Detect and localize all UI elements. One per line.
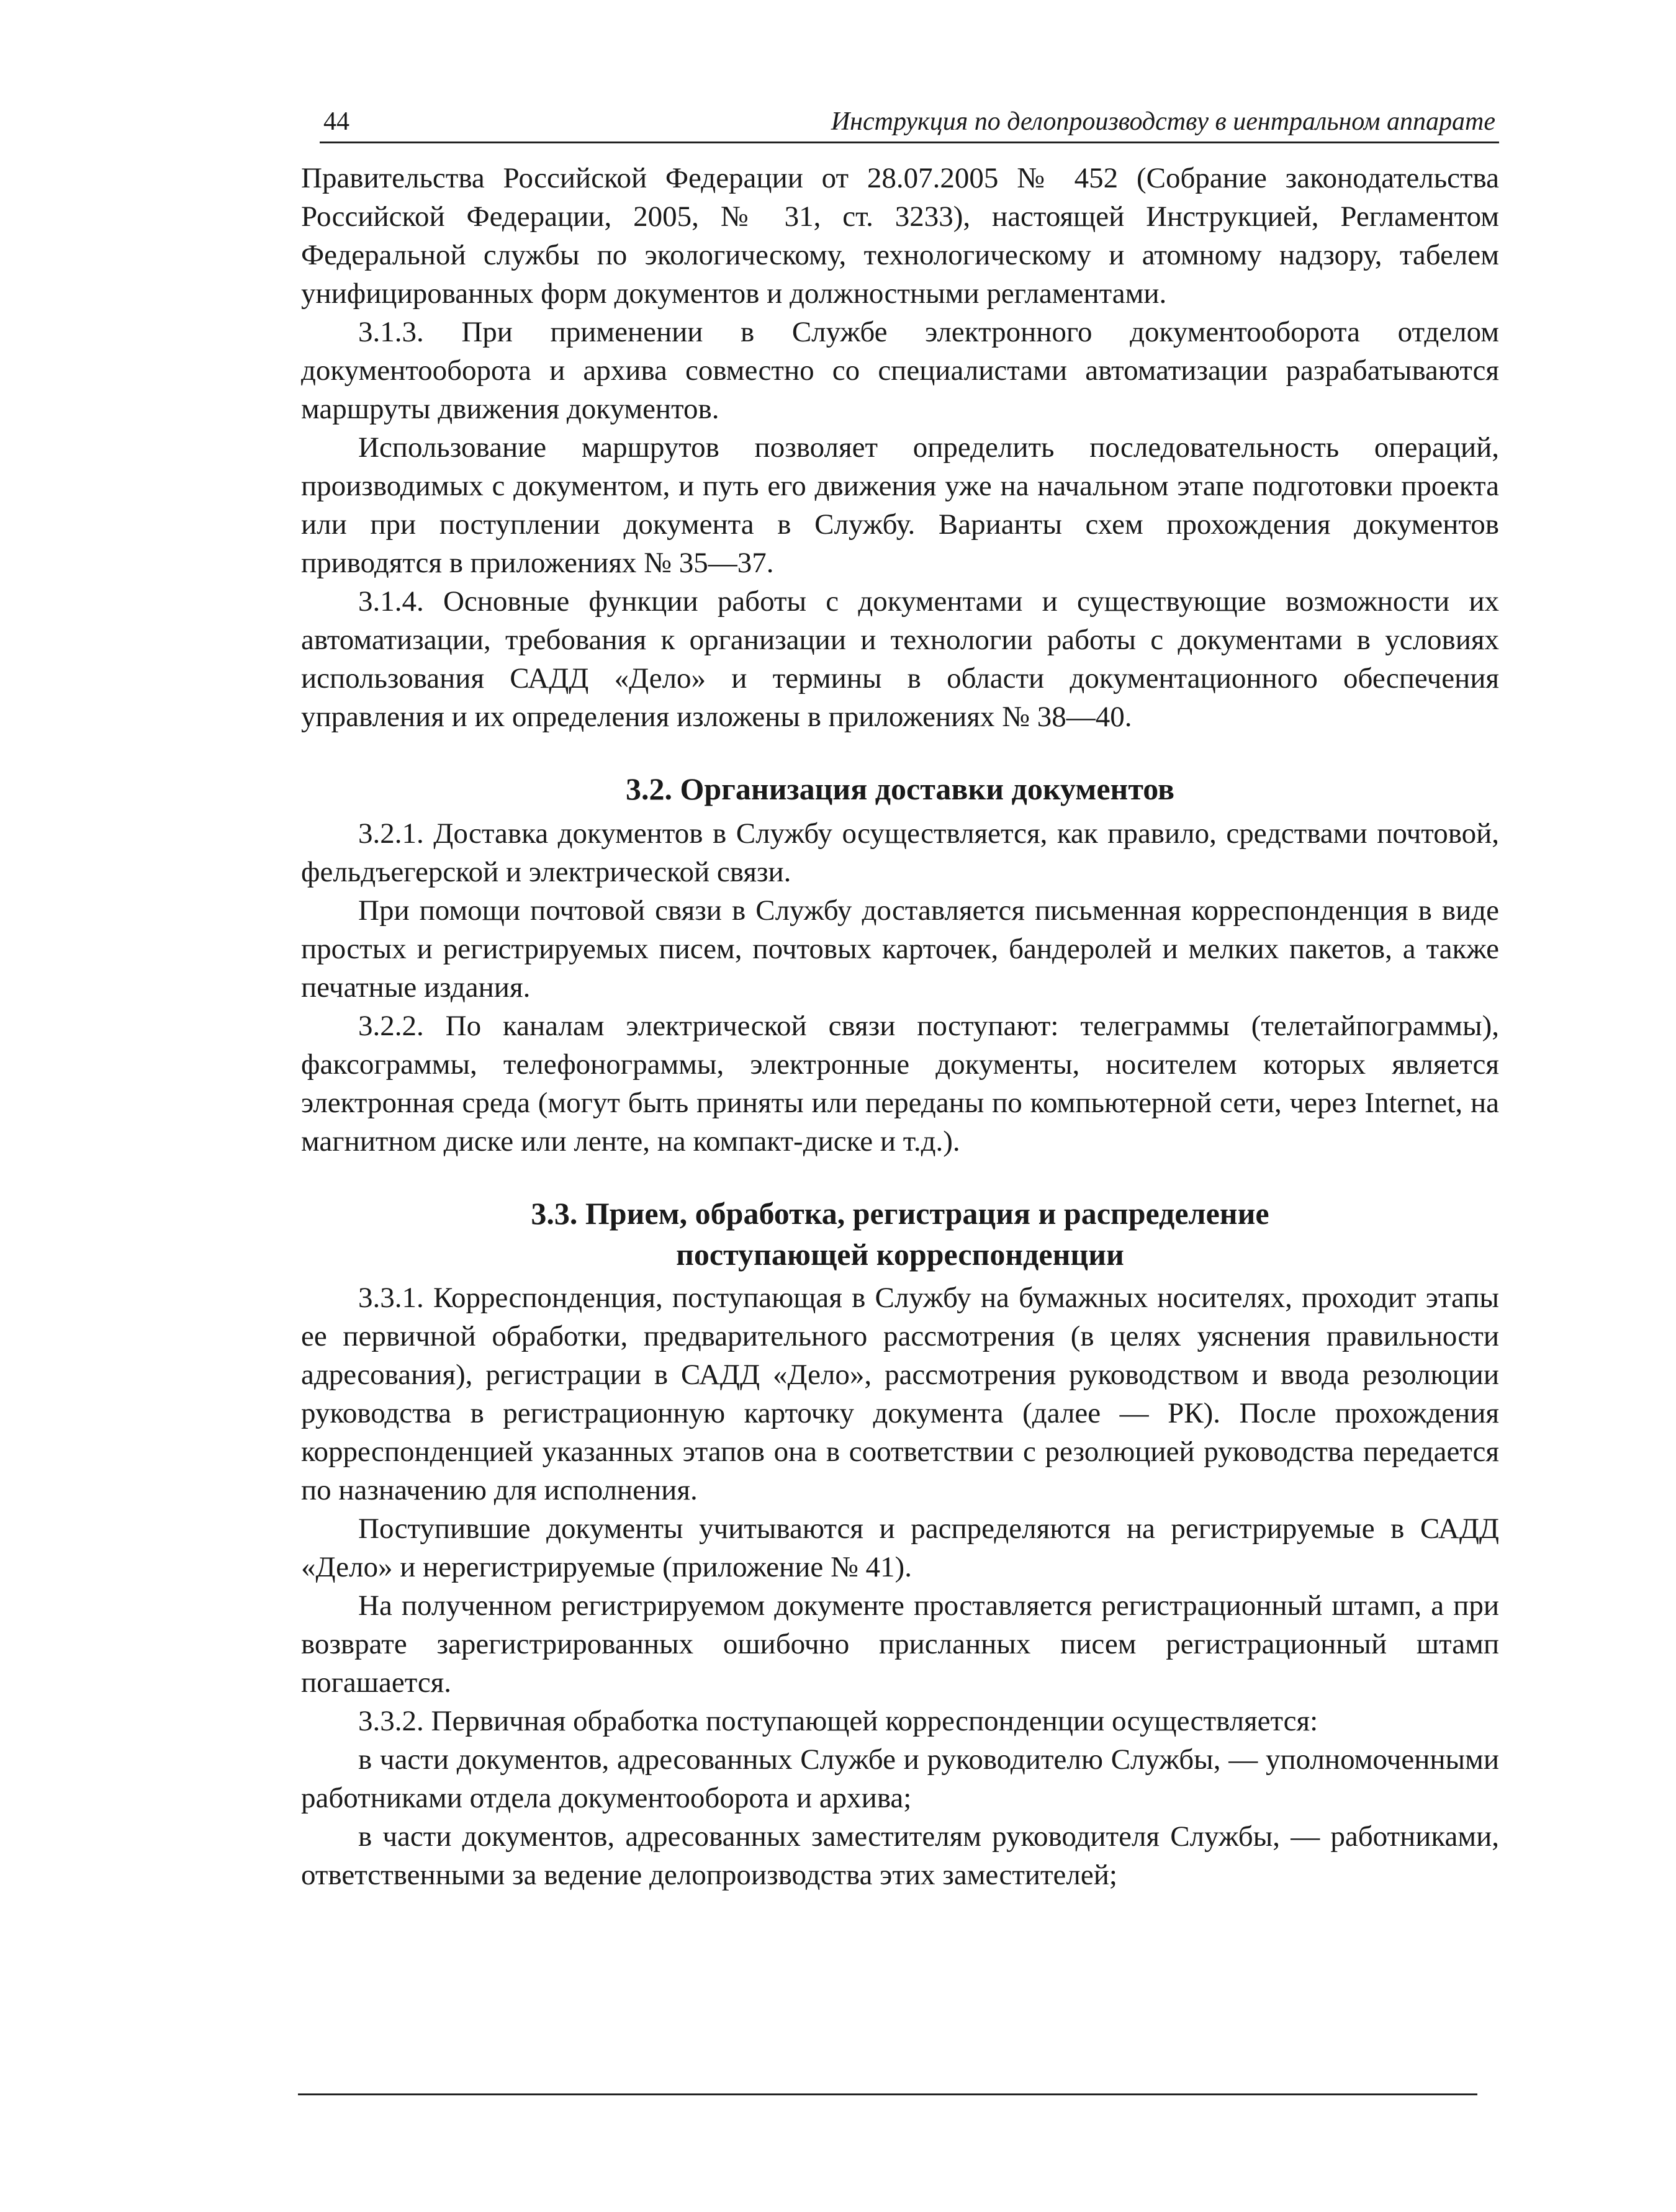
section-heading-line: поступающей корреспонденции [676,1237,1124,1272]
paragraph: в части документов, адресованных заместителям руководителя Службы, — работниками, ответственными за ведение делопроизводства этих заместителей; [301,1820,1499,1891]
paragraph: в части документов, адресованных Службе и руководителю Службы, — уполномоченными работниками отдела документооборота и архива; [301,1743,1499,1814]
paragraph: 3.1.4. Основные функции работы с документами и существующие возможности их автоматизации, требования к организации и технологии работы с документами в условиях использования САДД «Дело» и термины в области документационного обеспечения управления и их определения изложены в приложениях № 38—40. [301,585,1499,733]
section-heading [301,1193,1499,1275]
section-heading: 3.2. Организация доставки документов [625,771,1174,806]
paragraph: 3.1.3. При применении в Службе электронного документооборота отделом документооборота и архива совместно со специалистами автоматизации разрабатываются маршруты движения документов. [301,316,1499,425]
footer-divider [298,2093,1477,2095]
paragraph: Использование маршрутов позволяет определить последовательность операций, производимых с документом, и путь его движения уже на начальном этапе подготовки проекта или при поступлении документа в Службу. Варианты схем прохождения документов приводятся в приложениях № 35—37. [301,431,1499,579]
paragraph: Правительства Российской Федерации от 28.07.2005 № 452 (Собрание законодательства Российской Федерации, 2005, № 31, ст. 3233), настоящей Инструкцией, Регламентом Федеральной службы по экологическому, технологическому и атомному надзору, табелем унифицированных форм документов и должностными регламентами. [301,162,1499,310]
paragraph: 3.2.2. По каналам электрической связи поступают: телеграммы (телетайпограммы), факсограммы, телефонограммы, электронные документы, носителем которых является электронная среда (могут быть приняты или переданы по компьютерной сети, через Internet, на магнитном диске или ленте, на компакт-диске и т.д.). [301,1010,1499,1158]
paragraph: 3.3.1. Корреспонденция, поступающая в Службу на бумажных носителях, проходит этапы ее первичной обработки, предварительного рассмотрения (в целях уяснения правильности адресования), регистрации в САДД «Дело», рассмотрения руководством и ввода резолюции руководства в регистрационную карточку документа (далее — РК). После прохождения корреспонденцией указанных этапов она в соответствии с резолюцией руководства передается по назначению для исполнения. [301,1282,1499,1506]
page-body [301,159,1499,1894]
page-number: 44 [323,107,349,136]
running-header [320,99,1499,143]
paragraph: 3.3.2. Первичная обработка поступающей корреспонденции осуществляется: [358,1705,1318,1737]
paragraph: На полученном регистрируемом документе проставляется регистрационный штамп, а при возврате зарегистрированных ошибочно присланных писем регистрационный штамп погашается. [301,1589,1499,1699]
section-heading-line: 3.3. Прием, обработка, регистрация и распределение [531,1196,1269,1231]
running-title: Инструкция по делопроизводству в иентральном аппарате [831,107,1495,136]
paragraph: При помощи почтовой связи в Службу доставляется письменная корреспонденция в виде простых и регистрируемых писем, почтовых карточек, бандеролей и мелких пакетов, а также печатные издания. [301,894,1499,1004]
paragraph: 3.2.1. Доставка документов в Службу осуществляется, как правило, средствами почтовой, фельдъегерской и электрической связи. [301,817,1499,888]
paragraph: Поступившие документы учитываются и распределяются на регистрируемые в САДД «Дело» и нерегистрируемые (приложение № 41). [301,1513,1499,1583]
